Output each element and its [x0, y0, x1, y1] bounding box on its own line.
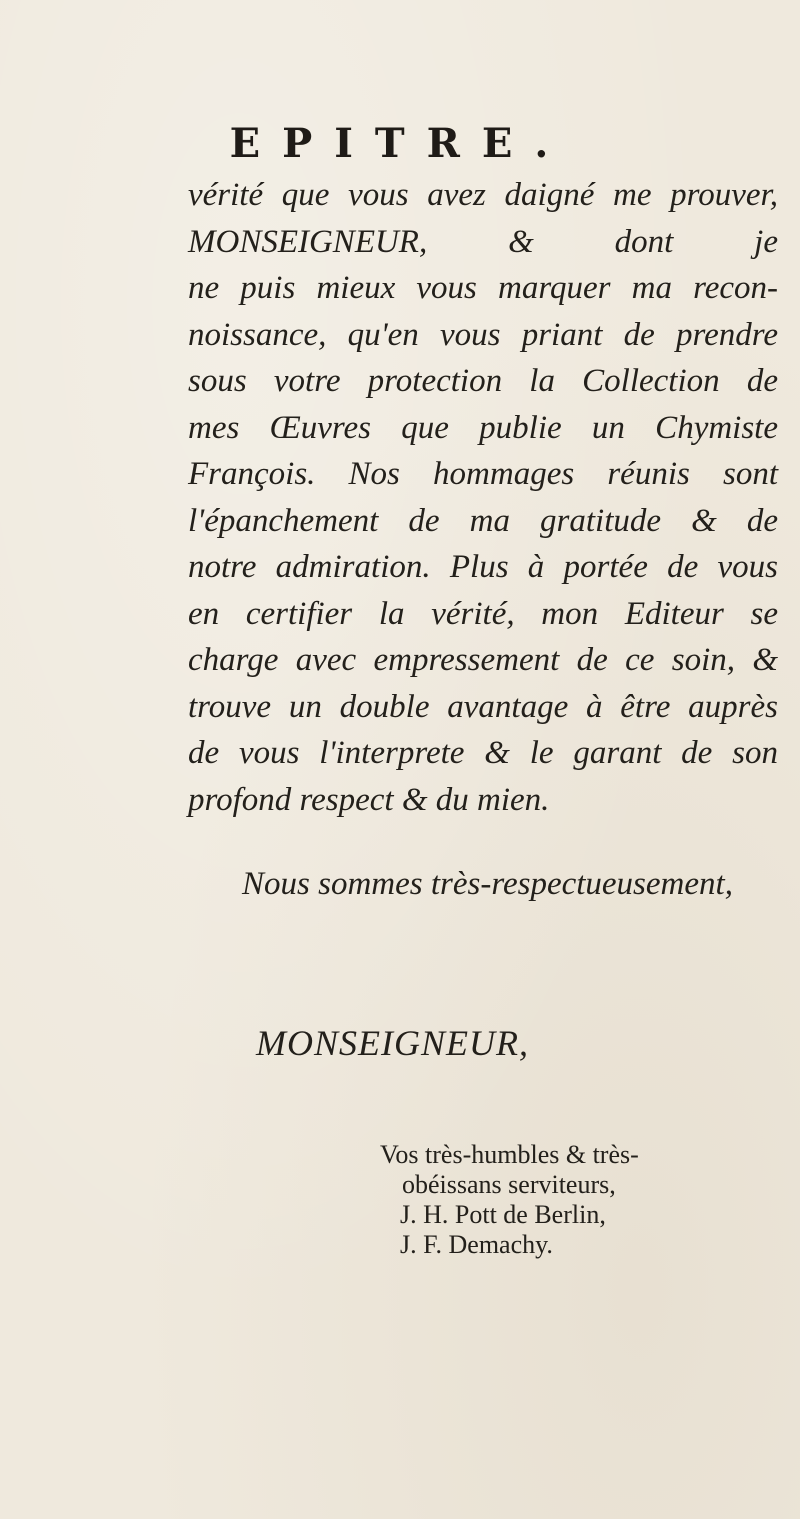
body-line: profond respect & du mien. [188, 781, 550, 818]
body-line: sous votre protection la Collection de [188, 363, 778, 399]
body-line: MONSEIGNEUR, & dont je [188, 223, 778, 260]
signature-line: obéissans serviteurs, [402, 1170, 616, 1199]
body-line: trouve un double avantage à être auprès [188, 688, 778, 725]
body-line: l'épanchement de ma gratitude & de [188, 502, 778, 539]
salutation: MONSEIGNEUR, [256, 1023, 529, 1063]
body-line: en certifier la vérité, mon Editeur se [188, 595, 778, 632]
page-header: EPITRE. [229, 120, 571, 167]
body-line: François. Nos hommages réunis sont [188, 456, 778, 492]
signature-line: J. H. Pott de Berlin, [400, 1200, 606, 1229]
signature-block [380, 1140, 639, 1260]
body-line: notre admiration. Plus à portée de vous [188, 549, 778, 585]
body-text [188, 172, 778, 823]
signature-line: Vos très-humbles & très- [380, 1140, 639, 1169]
closing-line: Nous sommes très-respectueusement, [242, 866, 733, 902]
body-line: charge avec empressement de ce soin, & [188, 642, 778, 678]
body-line: vérité que vous avez daigné me prouver, [188, 177, 778, 213]
body-line: ne puis mieux vous marquer ma recon- [188, 270, 778, 306]
signature-line: J. F. Demachy. [400, 1230, 553, 1259]
body-line: de vous l'interprete & le garant de son [188, 735, 778, 771]
body-line: mes Œuvres que publie un Chymiste [188, 409, 778, 446]
body-line: noissance, qu'en vous priant de prendre [188, 316, 778, 353]
